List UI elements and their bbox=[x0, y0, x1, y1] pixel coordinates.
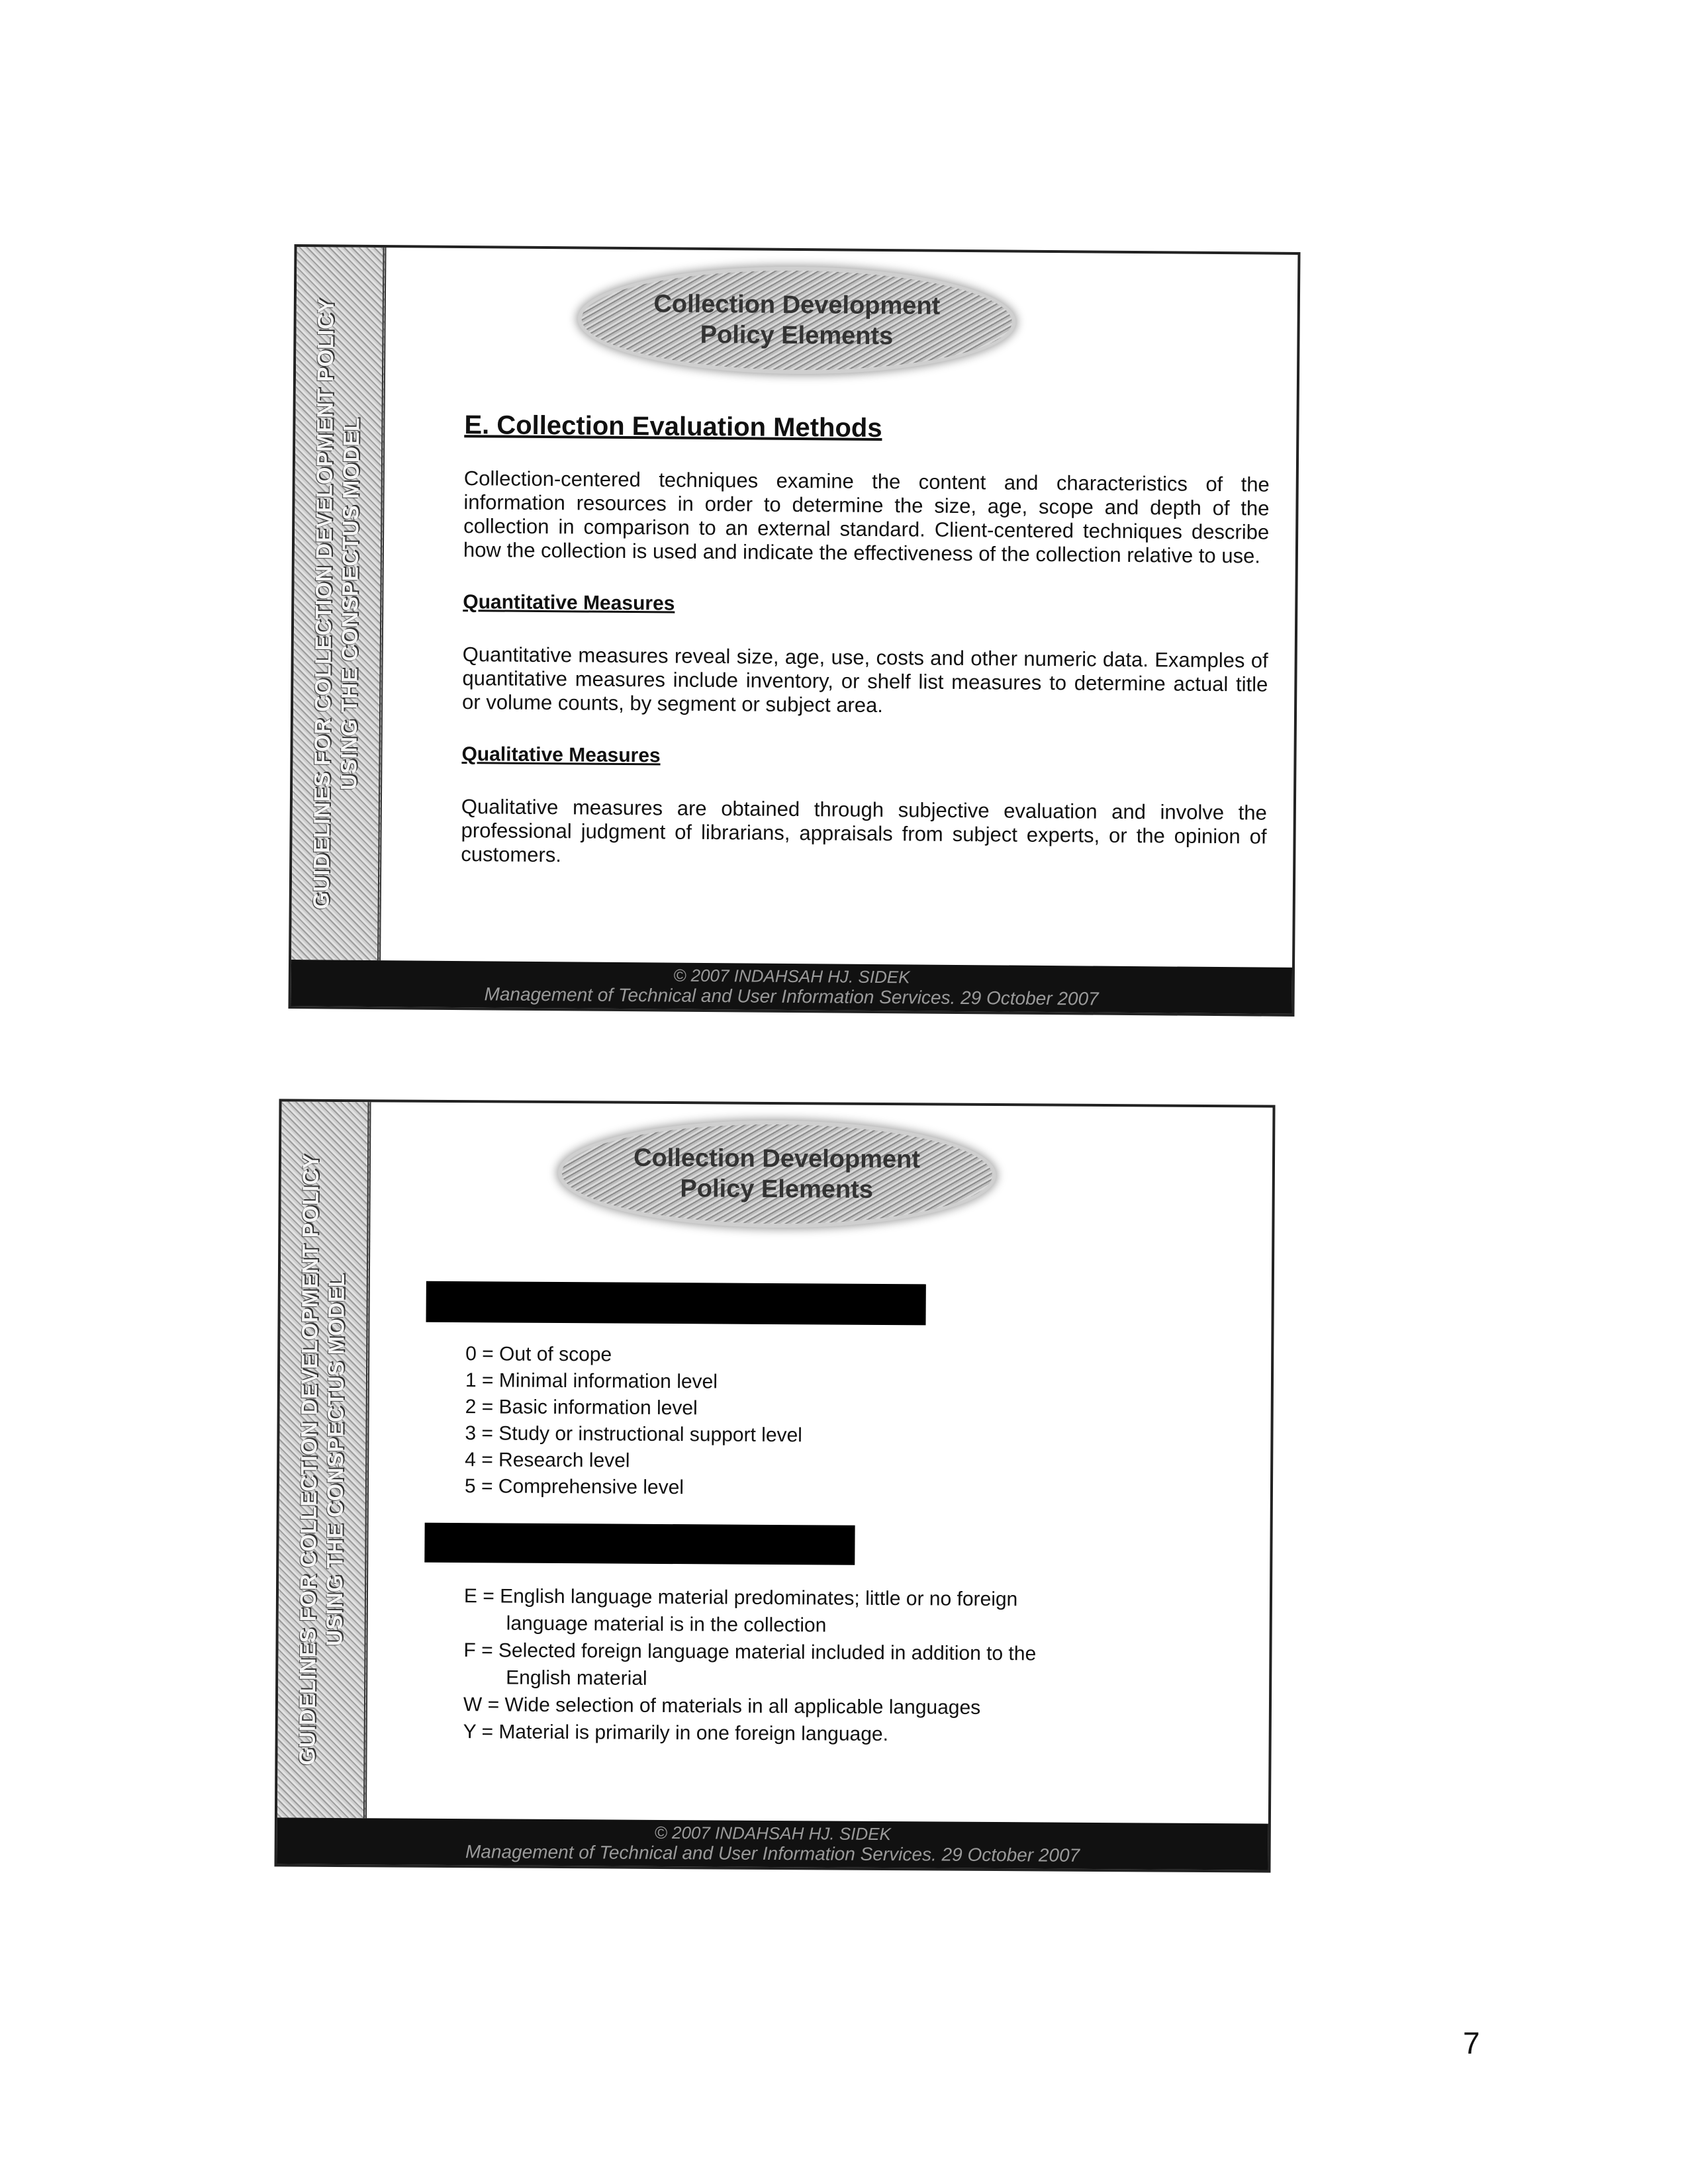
list-item: 3 = Study or instructional support level bbox=[465, 1422, 803, 1447]
sidebar-title bbox=[294, 1154, 351, 1766]
sidebar-title bbox=[308, 298, 366, 909]
cloud-title-line1: Collection Development bbox=[653, 290, 941, 320]
cloud-title-line2: Policy Elements bbox=[700, 320, 894, 351]
qualitative-heading: Qualitative Measures bbox=[461, 743, 661, 767]
collection-level-list bbox=[465, 1341, 803, 1502]
intro-paragraph: Collection-centered techniques examine the content and characteristics of the information resources in order to determine the size, age, scope and depth of the collection in comparison to an external standard. Client-centered techniques describe how the collection is used and indicate the effectiveness of the collection relative to use. bbox=[463, 467, 1270, 568]
list-item: 4 = Research level bbox=[465, 1449, 630, 1472]
title-cloud bbox=[561, 1123, 992, 1225]
footer-copyright: © 2007 INDAHSAH HJ. SIDEK bbox=[673, 965, 910, 987]
list-item: English material bbox=[506, 1666, 647, 1690]
redaction-bar bbox=[426, 1281, 926, 1326]
footer-course: Management of Technical and User Information Services. 29 October 2007 bbox=[484, 983, 1099, 1009]
cloud-title-line2: Policy Elements bbox=[680, 1175, 874, 1204]
list-item: 0 = Out of scope bbox=[465, 1343, 612, 1366]
sidebar-banner bbox=[291, 247, 386, 960]
language-code-list bbox=[463, 1582, 1037, 1749]
quantitative-heading: Quantitative Measures bbox=[463, 591, 675, 615]
footer-copyright: © 2007 INDAHSAH HJ. SIDEK bbox=[654, 1822, 892, 1844]
sidebar-title-line2: USING THE CONSPECTUS MODEL bbox=[336, 417, 365, 790]
slide-footer bbox=[291, 960, 1293, 1014]
list-item: W = Wide selection of materials in all applicable languages bbox=[463, 1694, 981, 1719]
quantitative-paragraph: Quantitative measures reveal size, age, use, costs and other numeric data. Examples of quantitative measures include inventory, or shelf list measures to determine actual title or volume counts, by segment or subject area. bbox=[461, 643, 1268, 717]
slide-footer bbox=[277, 1817, 1268, 1870]
sidebar-banner bbox=[277, 1101, 371, 1818]
slide-2 bbox=[274, 1099, 1275, 1872]
redaction-bar bbox=[424, 1523, 855, 1565]
list-item: language material is in the collection bbox=[506, 1612, 827, 1637]
title-cloud bbox=[581, 269, 1012, 371]
list-item: 5 = Comprehensive level bbox=[464, 1475, 684, 1499]
sidebar-title-line1: GUIDELINES FOR COLLECTION DEVELOPMENT POLICY bbox=[295, 1154, 324, 1766]
list-item: 2 = Basic information level bbox=[465, 1396, 698, 1420]
list-item: E = English language material predominates; little or no foreign bbox=[463, 1585, 1018, 1611]
footer-course: Management of Technical and User Information Services. 29 October 2007 bbox=[465, 1841, 1080, 1866]
slide-1 bbox=[288, 244, 1300, 1017]
section-heading: E. Collection Evaluation Methods bbox=[464, 410, 882, 443]
list-item: Y = Material is primarily in one foreign language. bbox=[463, 1721, 889, 1746]
page-number: 7 bbox=[1463, 2026, 1480, 2060]
sidebar-title-line2: USING THE CONSPECTUS MODEL bbox=[322, 1273, 350, 1647]
list-item: 1 = Minimal information level bbox=[465, 1369, 718, 1393]
cloud-title-line1: Collection Development bbox=[633, 1144, 921, 1174]
sidebar-title-line1: GUIDELINES FOR COLLECTION DEVELOPMENT POLICY bbox=[308, 297, 339, 909]
qualitative-paragraph: Qualitative measures are obtained through subjective evaluation and involve the professional judgment of librarians, appraisals from subject experts, or the opinion of customers. bbox=[461, 795, 1267, 867]
list-item: F = Selected foreign language material included in addition to the bbox=[463, 1639, 1037, 1665]
slide-content bbox=[461, 410, 1270, 873]
